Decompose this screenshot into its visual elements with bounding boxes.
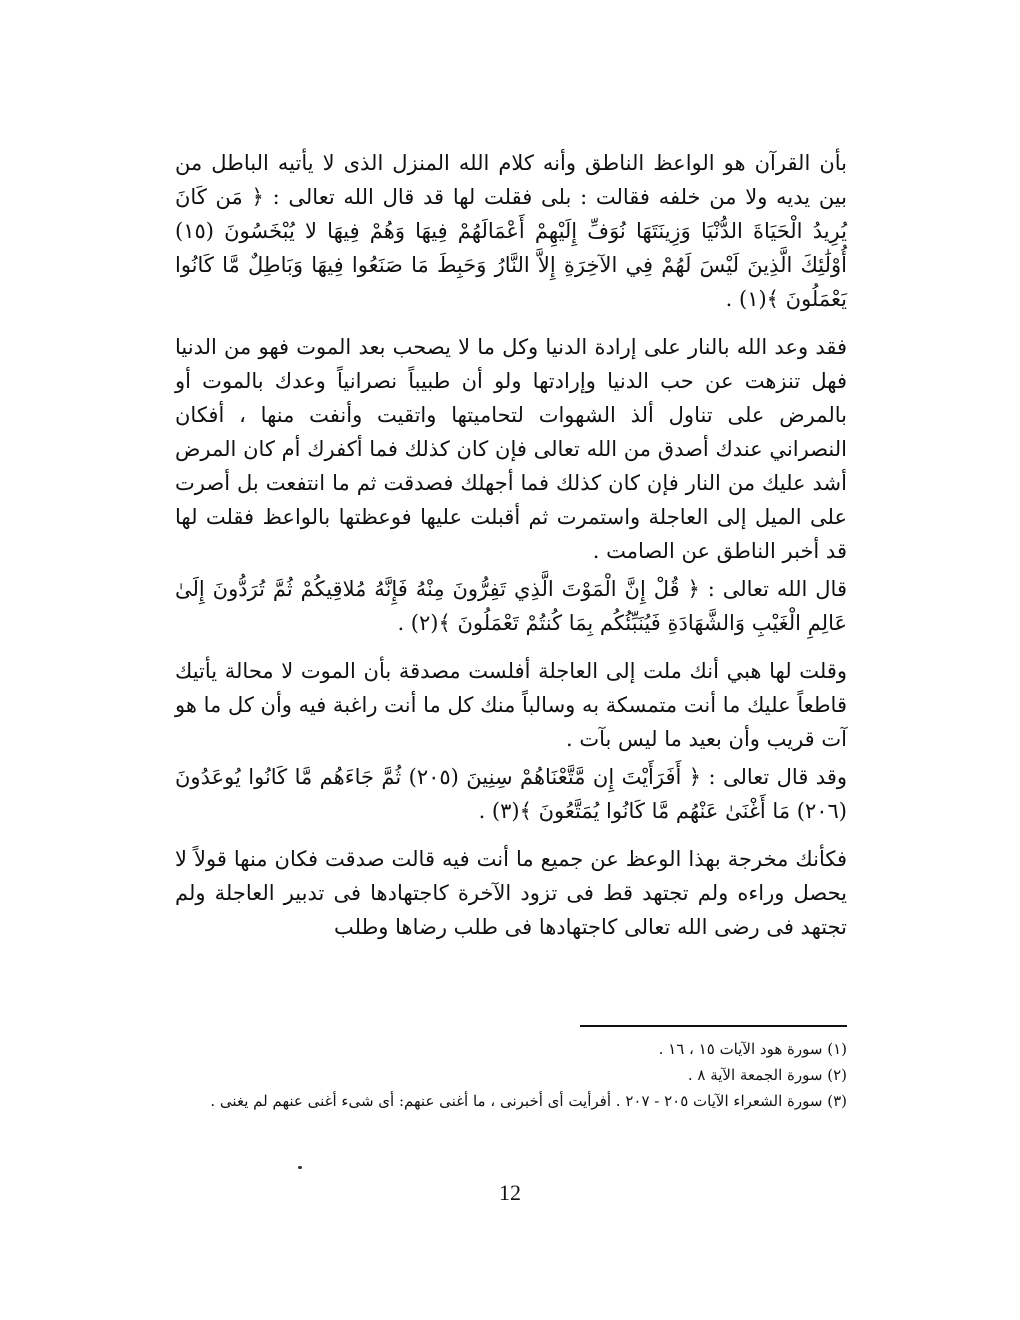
paragraph-4: وقلت لها هبي أنك ملت إلى العاجلة أفلست مصدقة بأن الموت لا محالة يأتيك قاطعاً عليك ما أنت متمسكة به وسالباً منك كل ما أنت راغبة فيه وأن كل ما هو آت قريب وأن بعيد ما ليس بآت . [175, 659, 847, 751]
paragraph-3-verse: قال الله تعالى : ﴿ قُلْ إِنَّ الْمَوْتَ الَّذِي تَفِرُّونَ مِنْهُ فَإِنَّهُ مُلاقِيكُمْ ثُمَّ تُرَدُّونَ إِلَىٰ عَالِمِ الْغَيْبِ وَالشَّهَادَةِ فَيُنَبِّئُكُم بِمَا كُنتُمْ تَعْمَلُونَ ﴾(٢) . [175, 577, 847, 635]
footnote-3: (٣) سورة الشعراء الآيات ٢٠٥ - ٢٠٧ . أفرأيت أى أخبرنى ، ما أغنى عنهم: أى شىء أغنى عنهم لم يغنى . [210, 1092, 847, 1110]
paragraph-5-verse: وقد قال تعالى : ﴿ أَفَرَأَيْتَ إِن مَّتَّعْنَاهُمْ سِنِينَ (٢٠٥) ثُمَّ جَاءَهُم مَّا كَانُوا يُوعَدُونَ (٢٠٦) مَا أَغْنَىٰ عَنْهُم مَّا كَانُوا يُمَتَّعُونَ ﴾(٣) . [175, 765, 847, 823]
main-text [175, 146, 847, 944]
paragraph-spacer [175, 828, 847, 842]
paragraph-spacer [175, 640, 847, 654]
footnote-1: (١) سورة هود الآيات ١٥ ، ١٦ . [658, 1040, 847, 1058]
footnotes [175, 1036, 847, 1114]
footnote-divider [580, 1025, 847, 1027]
paragraph-spacer [175, 316, 847, 330]
paragraph-1: بأن القرآن هو الواعظ الناطق وأنه كلام الله المنزل الذى لا يأتيه الباطل من بين يديه ولا من خلفه فقالت : بلى فقلت لها قد قال الله تعالى : ﴿ مَن كَانَ يُرِيدُ الْحَيَاةَ الدُّنْيَا وَزِينَتَهَا نُوَفِّ إِلَيْهِمْ أَعْمَالَهُمْ فِيهَا وَهُمْ فِيهَا لا يُبْخَسُونَ (١٥) أُوْلَٰئِكَ الَّذِينَ لَيْسَ لَهُمْ فِي الآخِرَةِ إِلاَّ النَّارُ وَحَبِطَ مَا صَنَعُوا فِيهَا وَبَاطِلٌ مَّا كَانُوا يَعْمَلُونَ ﴾(١) . [175, 151, 847, 311]
paragraph-2: فقد وعد الله بالنار على إرادة الدنيا وكل ما لا يصحب بعد الموت فهو من الدنيا فهل تنزهت عن حب الدنيا وإرادتها ولو أن طبيباً نصرانياً وعدك بالموت أو بالمرض على تناول ألذ الشهوات لتحاميتها واتقيت وأنفت منها ، أفكان النصراني عندك أصدق من الله تعالى فإن كان كذلك فما أكفرك أم كان المرض أشد عليك من النار فإن كان كذلك فما أجهلك فصدقت ثم ما انتفعت بل أصرت على الميل إلى العاجلة واستمرت ثم أقبلت عليها فوعظتها بالواعظ فقلت لها قد أخبر الناطق عن الصامت . [175, 335, 847, 563]
paragraph-6: فكأنك مخرجة بهذا الوعظ عن جميع ما أنت فيه قالت صدقت فكان منها قولاً لا يحصل وراءه ولم تجتهد قط فى تزود الآخرة كاجتهادها فى تدبير العاجلة ولم تجتهد فى رضى الله تعالى كاجتهادها فى طلب رضاها وطلب [175, 847, 847, 939]
page-number: 12 [499, 1180, 521, 1205]
scan-speck [298, 1166, 302, 1169]
footnote-2: (٢) سورة الجمعة الآية ٨ . [687, 1066, 847, 1084]
